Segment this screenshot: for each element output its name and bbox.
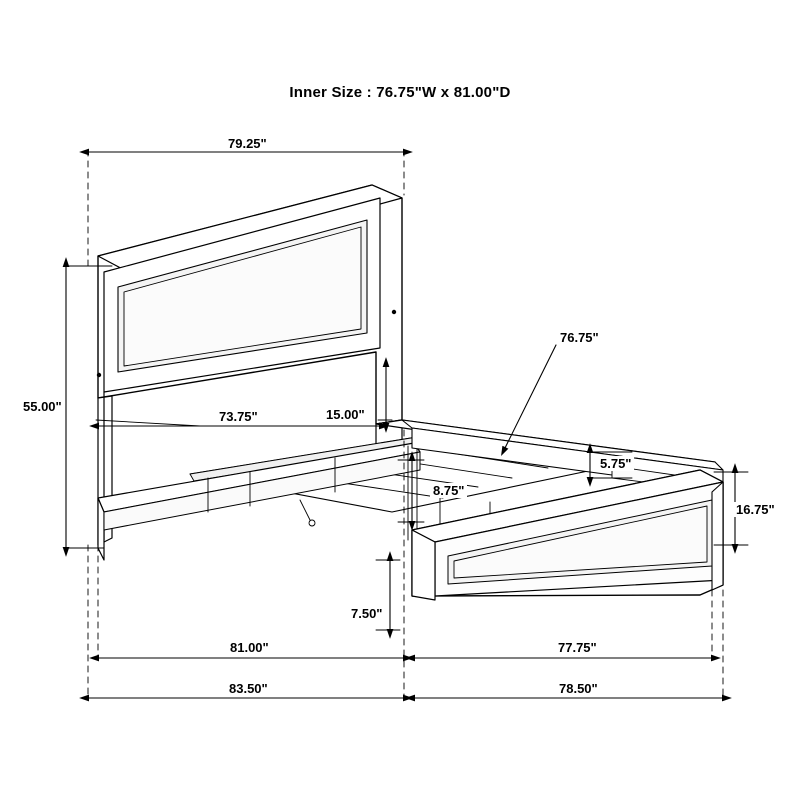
dimension-label-footboard-width: 77.75": [555, 640, 600, 655]
dimension-label-inner-depth: 76.75": [557, 330, 602, 345]
dimension-label-headboard-width: 73.75": [216, 409, 261, 424]
dimension-label-footboard-height: 16.75": [733, 502, 778, 517]
dimension-label-clearance-height: 7.50": [348, 606, 385, 621]
page-title: Inner Size : 76.75"W x 81.00"D: [289, 84, 511, 101]
dimension-label-deck-height: 8.75": [430, 483, 467, 498]
dimension-label-side-rail-length: 81.00": [227, 640, 272, 655]
dimension-label-overall-width: 78.50": [556, 681, 601, 696]
dimension-label-top-width: 79.25": [225, 136, 270, 151]
dimension-label-rail-to-slat: 15.00": [323, 407, 368, 422]
dimension-label-slat-thickness: 5.75": [597, 456, 634, 471]
dimension-label-overall-height: 55.00": [20, 399, 65, 414]
dimension-label-overall-length: 83.50": [226, 681, 271, 696]
